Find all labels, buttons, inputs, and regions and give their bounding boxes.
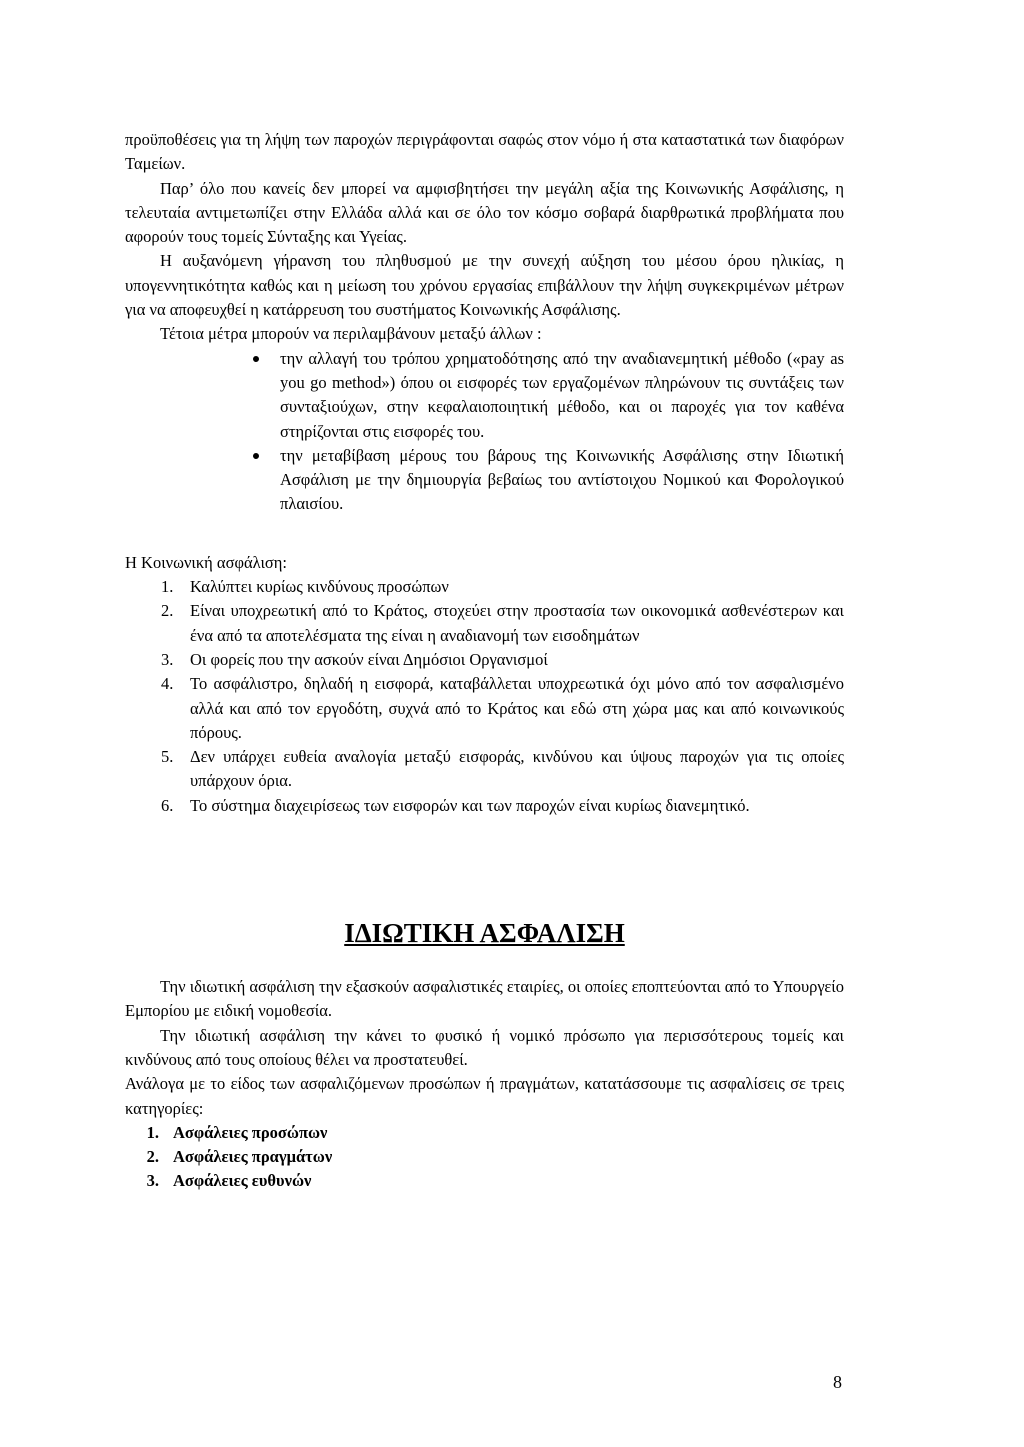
list-item <box>125 745 844 794</box>
social-insurance-list <box>125 575 844 818</box>
list-item <box>125 794 844 818</box>
bullet-icon <box>253 356 259 362</box>
categories-list <box>125 1121 844 1194</box>
document-body <box>125 128 844 1194</box>
category-text: Ασφάλειες ευθυνών <box>173 1171 312 1191</box>
measure-text: την μεταβίβαση μέρους του βάρους της Κοινωνικής Ασφάλισης στην Ιδιωτική Ασφάλιση με την δημιουργία βεβαίως του αντίστοιχου Νομικού και Φορολογικού πλαισίου. <box>280 445 844 514</box>
private-paragraph-1: Την ιδιωτική ασφάλιση την εξασκούν ασφαλιστικές εταιρίες, οι οποίες εποπτεύονται από το Υπουργείο Εμπορίου με ειδική νομοθεσία. <box>125 977 844 1021</box>
category-text: Ασφάλειες προσώπων <box>173 1122 328 1142</box>
item-number: 1. <box>161 577 174 597</box>
section-title: ΙΔΙΩΤΙΚΗ ΑΣΦΑΛΙΣΗ <box>344 918 625 949</box>
list-item <box>125 648 844 672</box>
item-text: Οι φορείς που την ασκούν είναι Δημόσιοι Οργανισμοί <box>190 649 548 669</box>
item-number: 5. <box>161 747 174 767</box>
intro-paragraph-1: προϋποθέσεις για τη λήψη των παροχών περιγράφονται σαφώς στον νόμο ή στα καταστατικά των διαφόρων Ταμείων. <box>125 130 844 174</box>
list-item <box>125 575 844 599</box>
item-number: 2. <box>161 601 174 621</box>
category-text: Ασφάλειες πραγμάτων <box>173 1147 333 1167</box>
item-text: Καλύπτει κυρίως κινδύνους προσώπων <box>190 577 449 597</box>
item-number: 6. <box>161 795 174 815</box>
measure-text: την αλλαγή του τρόπου χρηματοδότησης από την αναδιανεμητική μέθοδο («pay as you go method») όπου οι εισφορές των εργαζομένων πληρώνουν τις συντάξεις των συνταξιούχων, στην κεφαλαιοποιητική μέθοδο, και οι παροχές για τον καθένα στηρίζονται στις εισφορές του. <box>280 348 844 441</box>
measures-list-item <box>125 444 844 517</box>
intro-paragraph-2: Παρ’ όλο που κανείς δεν μπορεί να αμφισβητήσει την μεγάλη αξία της Κοινωνικής Ασφάλισης, η τελευταία αντιμετωπίζει στην Ελλάδα αλλά και σε όλο τον κόσμο σοβαρά διαρθρωτικά προβλήματα που αφορούν τους τομείς Σύνταξης και Υγείας. <box>125 178 844 247</box>
private-paragraph-2: Την ιδιωτική ασφάλιση την κάνει το φυσικό ή νομικό πρόσωπο για περισσότερους τομείς και κινδύνους από τους οποίους θέλει να προστατευθεί. <box>125 1025 844 1069</box>
category-item <box>125 1169 844 1193</box>
list-item <box>125 599 844 648</box>
page-number: 8 <box>833 1372 842 1392</box>
measures-list-item <box>125 347 844 444</box>
item-text: Το σύστημα διαχειρίσεως των εισφορών και των παροχών είναι κυρίως διανεμητικό. <box>190 795 750 815</box>
item-number: 4. <box>161 674 174 694</box>
item-number: 2. <box>146 1147 159 1167</box>
item-number: 3. <box>161 649 174 669</box>
item-number: 3. <box>146 1171 159 1191</box>
measures-list <box>125 347 844 517</box>
category-item <box>125 1145 844 1169</box>
item-text: Το ασφάλιστρο, δηλαδή η εισφορά, καταβάλλεται υποχρεωτικά όχι μόνο από τον ασφαλισμένο αλλά και από τον εργοδότη, συχνά από το Κράτος και εδώ στη χώρα μας και από κοινωνικούς πόρους. <box>190 674 844 742</box>
item-text: Είναι υποχρεωτική από το Κράτος, στοχεύει στην προστασία των οικονομικά ασθενέστερων και ένα από τα αποτελέσματα της είναι η αναδιανομή των εισοδημάτων <box>190 601 844 645</box>
intro-paragraph-3: Η αυξανόμενη γήρανση του πληθυσμού με την συνεχή αύξηση του μέσου όρου ηλικίας, η υπογεννητικότητα καθώς και η μείωση του χρόνου εργασίας επιβάλλουν την λήψη συγκεκριμένων μέτρων για να αποφευχθεί η κατάρρευση του συστήματος Κοινωνικής Ασφάλισης. <box>125 251 844 320</box>
social-insurance-heading: Η Κοινωνική ασφάλιση: <box>125 552 287 572</box>
category-item <box>125 1121 844 1145</box>
list-item <box>125 672 844 745</box>
item-number: 1. <box>146 1122 159 1142</box>
bullet-icon <box>253 453 259 459</box>
private-paragraph-3: Ανάλογα με το είδος των ασφαλιζόμενων προσώπων ή πραγμάτων, κατατάσσουμε τις ασφαλίσεις σε τρεις κατηγορίες: <box>125 1074 844 1118</box>
item-text: Δεν υπάρχει ευθεία αναλογία μεταξύ εισφοράς, κινδύνου και ύψους παροχών για τις οποίες υπάρχουν όρια. <box>190 747 844 791</box>
intro-paragraph-4: Τέτοια μέτρα μπορούν να περιλαμβάνουν μεταξύ άλλων : <box>160 324 542 344</box>
